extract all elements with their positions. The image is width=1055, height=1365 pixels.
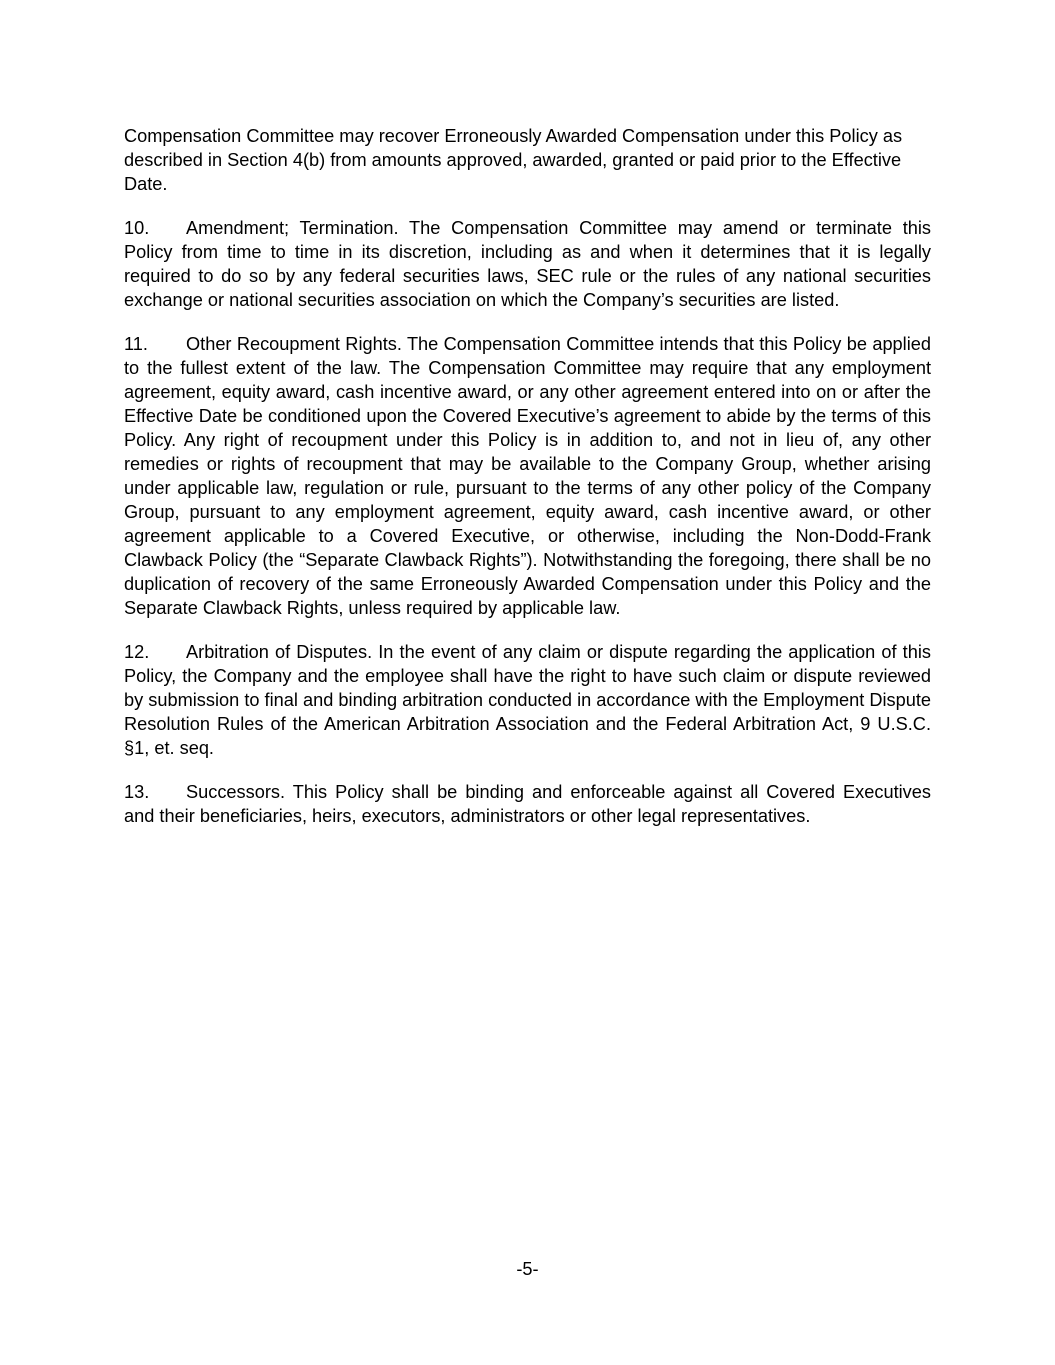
section-12-paragraph	[124, 640, 931, 760]
section-11-heading: Other Recoupment Rights.	[186, 334, 402, 354]
section-11-body: The Compensation Committee intends that this Policy be applied to the fullest extent of the law. The Compensation Committee may require that any employment agreement, equity award, cash incentive award, or any other agreement entered into on or after the Effective Date be conditioned upon the Covered Executive’s agreement to abide by the terms of this Policy. Any right of recoupment under this Policy is in addition to, and not in lieu of, any other remedies or rights of recoupment that may be available to the Company Group, whether arising under applicable law, regulation or rule, pursuant to the terms of any other policy of the Company Group, pursuant to any employment agreement, equity award, cash incentive award, or other agreement applicable to a Covered Executive, or otherwise, including the Non-Dodd-Frank Clawback Policy (the “Separate Clawback Rights”). Notwithstanding the foregoing, there shall be no duplication of recovery of the same Erroneously Awarded Compensation under this Policy and the Separate Clawback Rights, unless required by applicable law.	[124, 334, 931, 618]
section-13-body: This Policy shall be binding and enforceable against all Covered Executives and their beneficiaries, heirs, executors, administrators or other legal representatives.	[124, 782, 931, 826]
section-10-heading: Amendment; Termination.	[186, 218, 399, 238]
section-10-body: The Compensation Committee may amend or terminate this Policy from time to time in its discretion, including as and when it determines that it is legally required to do so by any federal securities laws, SEC rule or the rules of any national securities exchange or national securities association on which the Company’s securities are listed.	[124, 218, 931, 310]
section-10-paragraph	[124, 216, 931, 312]
section-10-number: 10.	[124, 218, 150, 238]
section-12-heading: Arbitration of Disputes.	[186, 642, 373, 662]
continuation-paragraph: Compensation Committee may recover Erroneously Awarded Compensation under this Policy as described in Section 4(b) from amounts approved, awarded, granted or paid prior to the Effective Date.	[124, 126, 903, 194]
section-12-body: In the event of any claim or dispute regarding the application of this Policy, the Company and the employee shall have the right to have such claim or dispute reviewed by submission to final and binding arbitration conducted in accordance with the Employment Dispute Resolution Rules of the American Arbitration Association and the Federal Arbitration Act, 9 U.S.C. §1, et. seq.	[124, 642, 931, 758]
section-12-number: 12.	[124, 642, 150, 662]
section-13-number: 13.	[124, 782, 150, 802]
section-11-number: 11.	[124, 334, 148, 354]
section-13-paragraph	[124, 780, 931, 828]
document-body	[124, 124, 931, 848]
section-11-paragraph	[124, 332, 931, 620]
section-13-heading: Successors.	[186, 782, 286, 802]
page-number: -5-	[516, 1259, 539, 1279]
